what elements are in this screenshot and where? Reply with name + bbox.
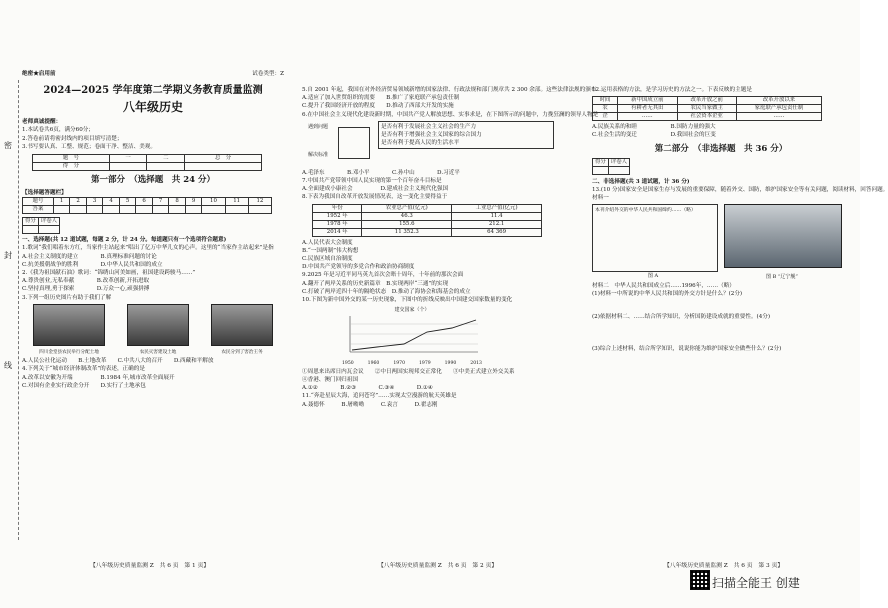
answer-cell[interactable] bbox=[86, 206, 103, 214]
answer-bar-label: 【选择题答题栏】 bbox=[22, 190, 67, 197]
certificate-photo bbox=[211, 304, 273, 346]
page-3-column: 12.运用表格的方法，是学习历史的方法之一。下表反映的主题是 时间 新中国成立前 改革开放之前 改革开放以来 农 有耕者无其田 农民当家做主 家庭联产承包责任制 企 …… 社会资本企业 …… A.民族关系的和睦 B.国防力量的强大 C.社会生活的变迁 D.我国社会的巨变 第二部分 （非选择题 共 36 分） 得分 评卷人 二、非选择题(共 3 道试题，计 36 分) 13.(10 分)国家安全是国家生存与发展的重要保障，随着外交、国防，维护国家安全等有关问题，阅读材料，回答问题。 材料一 本刊介绍外交的中华人民共和国缔约……（略） 图 A 图 B “辽宁舰” 材料二 中华人民共和国成立后……1996年，……（略） (1)材料一中所说的中华人民共和国的外交方针是什么？(2分) (2)依据材料二、……结合所学知识，分析国防建设成就的重要性。(4分) (3)综合上述材料，结合所学知识，说说你能为维护国家安全做些什么？(2分) bbox=[592, 87, 888, 352]
answer-grid-number: 11 bbox=[225, 198, 248, 206]
page-1-column bbox=[22, 70, 284, 550]
answer-cell[interactable] bbox=[169, 206, 186, 214]
answer-cell[interactable] bbox=[53, 206, 70, 214]
answer-grid: 题号 1 2 3 4 5 6 7 8 9 10 11 12 答案 bbox=[22, 197, 272, 214]
binding-strip: 密 封 线 bbox=[2, 80, 19, 540]
page-2-footer: 【八年级历史质量监测 Z 共 6 页 第 2 页】 bbox=[378, 563, 498, 569]
answer-grid-number: 7 bbox=[152, 198, 169, 206]
output-table: 年份 农业总产值(亿元) 工业总产值(亿元) 1952 年 46.3 11.4 1978 年 155.6 212.1 2014 年 11 352.3 64 369 bbox=[312, 204, 542, 237]
notice-block: 老师真诚提醒： 1.本试卷共6页，满分60分； 2.答卷前请将密封线内的项目填写清楚； 3.书写要认真、工整、规范；卷面干净、整洁、美观。 bbox=[22, 119, 156, 150]
paper-type: 试卷类型：Z bbox=[252, 71, 284, 77]
exam-title: 2024—2025 学年度第二学期义务教育质量监测 bbox=[43, 85, 263, 97]
answer-grid-number: 5 bbox=[119, 198, 136, 206]
part-2-title: 第二部分 （非选择题 共 36 分） bbox=[654, 143, 788, 154]
answer-cell[interactable] bbox=[119, 206, 136, 214]
diplomacy-trend-line bbox=[352, 320, 476, 350]
farmers-photo bbox=[127, 304, 189, 346]
liaoning-carrier-photo bbox=[724, 204, 842, 268]
standards-flow-chart: 遇到问题 解决标准 是否有利于发展社会主义社会的生产力 是否有利于增强社会主义国家的综合国力 是否有利于提高人民的生活水平 bbox=[308, 121, 564, 167]
scorer-box: 得分 评卷人 bbox=[22, 217, 60, 234]
answer-cell[interactable] bbox=[225, 206, 248, 214]
answer-cell[interactable] bbox=[185, 206, 202, 214]
answer-grid-number: 1 bbox=[53, 198, 70, 206]
answer-grid-number: 8 bbox=[169, 198, 186, 206]
subject-title: 八年级历史 bbox=[122, 100, 183, 115]
answer-grid-number: 6 bbox=[136, 198, 153, 206]
secret-mark: 绝密★启用前 bbox=[22, 71, 56, 77]
page-2-column: 5.自 2001 年起，我国在对外经济贸易领域新增的国家法律、行政法规和部门规章共 2 300 余部。这些法律法规的颁布 A.适应了加入世贸组织的需要 B.推广了家庭联产承包责任制 C.提升了我国经济开放的程度 D.推动了西部大开发的实施 6.在中国社会主义现代化建设新时期，中国共产党人解放思想、实事求是，在下图所示的问题中，力挽狂澜的领导人物是 遇到问题 解决标准 是否有利于发展社会主义社会的生产力 是否有利于增强社会主义国家的综合国力 是否有利于提高人民的生活水平 A.毛泽东 B.邓小平 C.孙中山 D.习近平 7.中国共产党带领中国人民实现的第一个百年奋斗目标是 A.全面建成小康社会 D.建成社会主义现代化强国 8.下表为我国自改革开放发展情况表，这一变化主要得益于 年份 农业总产值(亿元) 工业总产值(亿元) 1952 年 46.3 11.4 1978 年 155.6 212.1 2014 年 11 352.3 64 369 A.人民代表大会制度 B.“一国两制”伟大构想 C.民族区域自治制度 D.中国共产党领导的多党合作和政治协商制度 9.2025 年是习近平同马英九首次会晤十周年，十年前的那次会面 A.翻开了两岸关系的历史新篇章 B.实现两岸“三通”的实现 C.打破了两岸近四十年的隔绝状态 D.推动了海协会和海基会的成立 10.下图为新中国外交的某一历史现象，下图中的折线反映出中国建交国家数量的变化 建交国家（个） 1950 1960 1970 1979 1990 2013 ①周恩来出席日内瓦会议 ②中日两国实现邦交正常化 ③中美正式建立外交关系 ④香港、澳门回归祖国 A.①② B.②③ C.③④ D.①④ 11.“奔赴星辰大海，追问苍穹”……实现太空漫游的航天英雄是 A.聂德怀 B.屠呦呦 C.袁言 D.翟志刚 bbox=[302, 87, 599, 408]
answer-cell[interactable] bbox=[248, 206, 271, 214]
answer-grid-number: 12 bbox=[248, 198, 271, 206]
answer-grid-number: 2 bbox=[70, 198, 87, 206]
questions-3-4: A.人民公社化运动 B.土地改革 C.中共八大的召开 D.西藏和平解放 4.下列关于“城市经济体制改革”的表述，正确的是 A.改革以安徽为开端 B.1984 年,城市改革全面展开 C.对国有企业实行政企分开 D.实行了土地承包 bbox=[22, 358, 214, 389]
diplomacy-chart-svg bbox=[342, 314, 482, 356]
answer-cell[interactable] bbox=[136, 206, 153, 214]
score-table: 题 号 一 二 总 分 得 分 bbox=[32, 154, 262, 171]
diplomacy-line-chart: 建交国家（个） 1950 1960 1970 1979 1990 2013 bbox=[342, 306, 482, 368]
reform-table: 时间 新中国成立前 改革开放之前 改革开放以来 农 有耕者无其田 农民当家做主 家庭联产承包责任制 企 …… 社会资本企业 …… bbox=[592, 96, 822, 121]
qr-code-icon bbox=[690, 570, 710, 590]
material-document-box: 本刊介绍外交的中华人民共和国缔约……（略） 图 A bbox=[592, 204, 718, 272]
answer-grid-number: 4 bbox=[103, 198, 120, 206]
page-1-footer: 【八年级历史质量监测 Z 共 6 页 第 1 页】 bbox=[90, 563, 210, 569]
material-figures: 本刊介绍外交的中华人民共和国缔约……（略） 图 A 图 B “辽宁舰” bbox=[592, 204, 850, 272]
answer-grid-number: 9 bbox=[185, 198, 202, 206]
land-reform-photo bbox=[33, 304, 105, 346]
x-tick-labels: 1950 1960 1970 1979 1990 2013 bbox=[342, 360, 482, 366]
answer-cell[interactable] bbox=[103, 206, 120, 214]
answer-cell[interactable] bbox=[152, 206, 169, 214]
page-3-footer: 【八年级历史质量监测 Z 共 6 页 第 3 页】 bbox=[664, 563, 784, 569]
chart-grid bbox=[350, 324, 478, 344]
history-photos: 四川金堂县农民举行分配土地 农民灭害建设土地 农民分到了害治王务 bbox=[22, 304, 284, 357]
answer-grid-number: 10 bbox=[202, 198, 225, 206]
questions-1-3: 一、选择题(共 12 道试题，每题 2 分，计 24 分。每道题只有一个选项符合题意) 1.歌词“我们唱着东方红，当家作主站起来”唱出了亿万中华儿女的心声。这里的“当家作主站起来”是指 A.社会主义制度的建立 B.真理标准问题的讨论 C.抗美援朝战争的胜利 D.中华人民共和国的成立 2.《我为祖国献石油》歌词：“锦绣山河美如画，祖国建设跨骏马……” A.尊贵创业,无私奉献 B.改革创新,开拓进取 C.坚持真理,勇于探索 D.万众一心,顽强拼搏 3.下列一组历史图片有助于我们了解 bbox=[22, 237, 274, 301]
part-1-title: 第一部分 （选择题 共 24 分） bbox=[91, 175, 215, 186]
answer-cell[interactable] bbox=[202, 206, 225, 214]
scan-watermark: 扫描全能王 创建 bbox=[712, 576, 800, 590]
scorer-box-2: 得分 评卷人 bbox=[592, 158, 630, 175]
answer-cell[interactable] bbox=[70, 206, 87, 214]
answer-grid-number: 3 bbox=[86, 198, 103, 206]
